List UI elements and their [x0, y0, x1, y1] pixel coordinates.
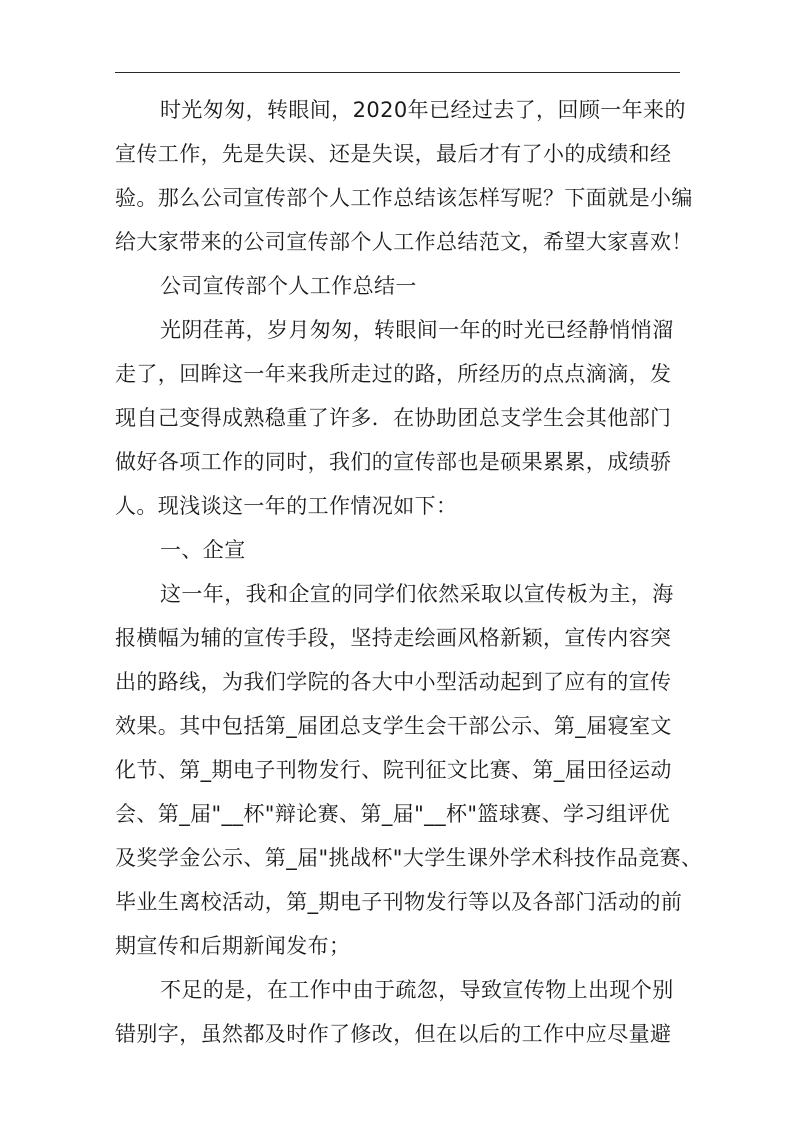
section-heading-qixuan: 一、企宣: [160, 538, 246, 562]
body-line-10: 人。现浅谈这一年的工作情况如下：: [115, 494, 458, 518]
body-line-12: 这一年，我和企宣的同学们依然采取以宣传板为主，海: [160, 582, 674, 606]
body-line-14: 出的路线，为我们学院的各大中小型活动起到了应有的宣传: [115, 670, 672, 694]
body-line-15: 效果。其中包括第_届团总支学生会干部公示、第_届寝室文: [115, 714, 672, 738]
body-line-8: 现自己变得成熟稳重了许多．在协助团总支学生会其他部门: [115, 406, 672, 430]
body-line-7: 走了，回眸这一年来我所走过的路，所经历的点点滴滴，发: [115, 362, 672, 386]
body-line-16: 化节、第_期电子刊物发行、院刊征文比赛、第_届田径运动: [115, 758, 672, 782]
body-line-18: 及奖学金公示、第_届"挑战杯"大学生课外学术科技作品竞赛、: [115, 846, 703, 870]
body-line-2: 宣传工作，先是失误、还是失误，最后才有了小的成绩和经: [115, 142, 672, 166]
body-line-1: 时光匆匆，转眼间，2020年已经过去了，回顾一年来的: [160, 98, 686, 122]
body-line-6: 光阴荏苒，岁月匆匆，转眼间一年的时光已经静悄悄溜: [160, 318, 674, 342]
body-line-9: 做好各项工作的同时，我们的宣传部也是硕果累累，成绩骄: [115, 450, 672, 474]
body-line-19: 毕业生离校活动，第_期电子刊物发行等以及各部门活动的前: [115, 890, 683, 914]
section-heading-summary-1: 公司宣传部个人工作总结一: [160, 274, 417, 298]
body-line-4: 给大家带来的公司宣传部个人工作总结范文，希望大家喜欢！: [115, 230, 693, 254]
body-line-13: 报横幅为辅的宣传手段，坚持走绘画风格新颖，宣传内容突: [115, 626, 672, 650]
body-line-20: 期宣传和后期新闻发布；: [115, 934, 351, 958]
body-line-17: 会、第_届"__杯"辩论赛、第_届"__杯"篮球赛、学习组评优: [115, 802, 671, 826]
body-line-21: 不足的是，在工作中由于疏忽，导致宣传物上出现个别: [160, 978, 674, 1002]
body-line-22: 错别字，虽然都及时作了修改，但在以后的工作中应尽量避: [115, 1022, 672, 1046]
body-line-3: 验。那么公司宣传部个人工作总结该怎样写呢？下面就是小编: [115, 186, 693, 210]
